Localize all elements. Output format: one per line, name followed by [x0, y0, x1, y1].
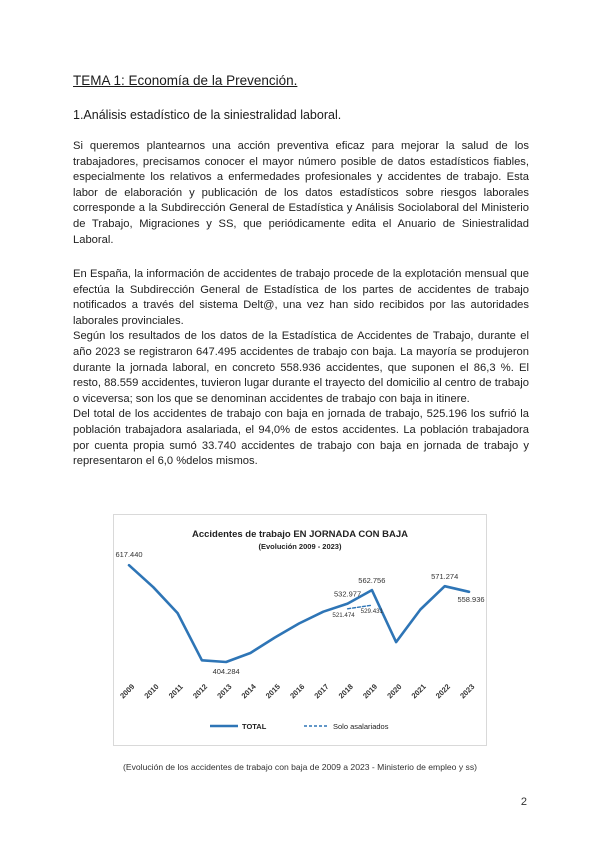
x-tick-label-2013: 2013	[215, 682, 234, 701]
data-label-2013-1: 404.284	[212, 666, 240, 676]
data-label-2009-0: 617.440	[115, 550, 143, 560]
data-label-2019-4: 562.756	[358, 576, 386, 586]
data-label-2022-6: 571.274	[431, 572, 459, 582]
x-tick-label-2012: 2012	[191, 682, 210, 701]
text-block-statistics	[73, 267, 529, 470]
paragraph-source: En España, la información de accidentes de trabajo procede de la explotación mensual que efectúa la Subdirección General de Estadística de los partes de accidentes de trabajo notificados a través del sistema Delt@, una vez han sido recibidos por las autoridades laborales provinciales.	[73, 268, 529, 327]
data-label-2018-3: 521.474	[332, 611, 355, 619]
x-tick-label-2017: 2017	[312, 682, 331, 701]
x-tick-label-2018: 2018	[336, 682, 355, 701]
x-tick-label-2014: 2014	[239, 682, 258, 701]
x-tick-label-2019: 2019	[361, 682, 380, 701]
page-number: 2	[520, 796, 527, 808]
x-tick-label-2015: 2015	[263, 682, 283, 701]
chart-title: Accidentes de trabajo EN JORNADA CON BAJA	[191, 529, 409, 540]
legend-label-total: TOTAL	[242, 722, 267, 731]
accidents-chart	[113, 514, 487, 746]
data-label-2018-2: 532.977	[334, 589, 362, 599]
figure-caption: (Evolución de los accidentes de trabajo con baja de 2009 a 2023 - Ministerio de empleo y ss)	[123, 762, 477, 772]
section-title: 1.Análisis estadístico de la siniestralidad laboral.	[73, 108, 342, 122]
legend-label-solo-asalariados: Solo asalariados	[333, 722, 389, 731]
data-label-2019-5: 529.431	[360, 608, 384, 616]
paragraph-employed-population: Del total de los accidentes de trabajo con baja en jornada de trabajo, 525.196 los sufrió la población trabajadora asalariada, el 94,0% de estos accidentes. La población trabajadora por cuenta propia sumó 33.740 accidentes de trabajo con baja en jornada de trabajo y representaron el 6,0 %delos mismos.	[73, 408, 529, 468]
x-tick-label-2016: 2016	[288, 682, 307, 701]
paragraph-results-2023: Según los resultados de los datos de la Estadística de Accidentes de Trabajo, durante el año 2023 se registraron 647.495 accidentes de trabajo con baja. La mayoría se produjeron durante la jornada laboral, en concreto 558.936 accidentes, que suponen el 86,3 %. El resto, 88.559 accidentes, tuvieron lugar durante el trayecto del domicilio al centro de trabajo o viceversa; son los que se denominan accidentes de trabajo con baja in itinere.	[73, 330, 529, 405]
paragraph-intro: Si queremos plantearnos una acción preventiva eficaz para mejorar la salud de los trabajadores, precisamos conocer el mayor número posible de datos estadísticos fiables, especialmente los relativos a enfermedades profesionales y accidentes de trabajo. Esta labor de elaboración y publicación de los datos estadísticos sobre riesgos laborales corresponde a la Subdirección General de Estadística y Análisis Sociolaboral del Ministerio de Trabajo, Migraciones y SS, que periódicamente edita el Anuario de Siniestralidad Laboral.	[73, 140, 529, 246]
data-label-2023-7: 558.936	[457, 594, 485, 604]
series-line-total	[129, 565, 469, 662]
x-tick-label-2023: 2023	[458, 682, 477, 701]
x-tick-label-2022: 2022	[433, 682, 453, 701]
x-tick-label-2011: 2011	[166, 682, 185, 701]
accidents-chart-svg	[114, 515, 486, 745]
chart-subtitle: (Evolución 2009 - 2023)	[258, 542, 342, 551]
x-tick-label-2020: 2020	[385, 682, 404, 701]
x-tick-label-2010: 2010	[142, 682, 161, 701]
x-tick-label-2021: 2021	[409, 682, 428, 701]
x-tick-label-2009: 2009	[118, 682, 137, 701]
topic-title: TEMA 1: Economía de la Prevención.	[73, 73, 298, 88]
